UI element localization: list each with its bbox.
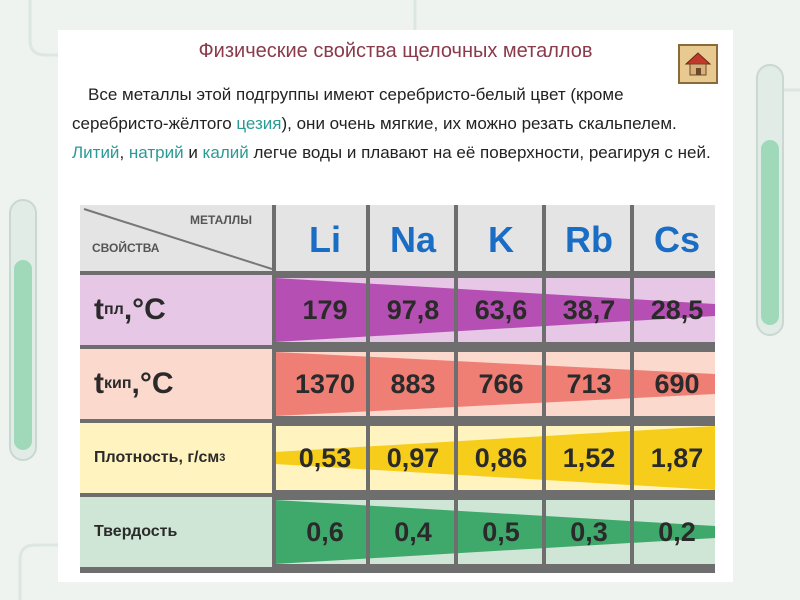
home-button[interactable] bbox=[678, 44, 718, 84]
density-label-sup: 3 bbox=[219, 452, 226, 464]
cesium-link: цезия bbox=[236, 114, 282, 133]
row-density bbox=[80, 423, 715, 493]
intro-text-2: ), они очень мягкие, их можно резать скальпелем. bbox=[281, 114, 677, 133]
density-na: 0,97 bbox=[386, 443, 440, 473]
hardness-label bbox=[80, 497, 272, 567]
density-k: 0,86 bbox=[474, 443, 528, 473]
properties-table bbox=[80, 205, 715, 573]
melting-label-unit: ,°С bbox=[123, 293, 166, 326]
melting-cs: 28,5 bbox=[650, 295, 704, 325]
boiling-label-unit: ,°С bbox=[131, 367, 174, 400]
hardness-cs: 0,2 bbox=[658, 517, 696, 547]
row-hardness bbox=[80, 497, 715, 567]
potassium-link: калий bbox=[202, 143, 249, 162]
boiling-label-t: t bbox=[94, 367, 104, 400]
intro-text-1: Все металлы этой подгруппы имеют серебристо-белый цвет (кроме серебристо-жёлтого bbox=[72, 85, 624, 133]
header-metals-label: МЕТАЛЛЫ bbox=[190, 213, 252, 227]
melting-label bbox=[80, 275, 272, 345]
melting-k: 63,6 bbox=[474, 295, 528, 325]
boiling-rb: 713 bbox=[566, 369, 612, 399]
intro-paragraph bbox=[72, 80, 722, 167]
boiling-li: 1370 bbox=[294, 369, 356, 399]
melting-na: 97,8 bbox=[386, 295, 440, 325]
boiling-label bbox=[80, 349, 272, 419]
melting-rb: 38,7 bbox=[562, 295, 616, 325]
boiling-label-sub: кип bbox=[104, 375, 132, 392]
home-icon bbox=[684, 50, 712, 78]
element-na: Na bbox=[389, 219, 437, 260]
intro-and: и bbox=[183, 143, 203, 162]
column-divider bbox=[454, 205, 458, 573]
boiling-na: 883 bbox=[390, 369, 436, 399]
melting-label-t: t bbox=[94, 293, 104, 326]
melting-li: 179 bbox=[302, 295, 348, 325]
hardness-rb: 0,3 bbox=[570, 517, 608, 547]
table-header bbox=[80, 205, 715, 271]
density-rb: 1,52 bbox=[562, 443, 616, 473]
density-label bbox=[80, 423, 272, 493]
intro-comma: , bbox=[119, 143, 129, 162]
boiling-k: 766 bbox=[478, 369, 524, 399]
row-boiling bbox=[80, 349, 715, 419]
column-divider bbox=[630, 205, 634, 573]
lithium-link: Литий bbox=[72, 143, 120, 162]
element-li: Li bbox=[309, 219, 341, 260]
density-label-text: Плотность, г/см bbox=[94, 449, 220, 466]
column-divider bbox=[542, 205, 546, 573]
density-cs: 1,87 bbox=[650, 443, 704, 473]
column-divider bbox=[272, 205, 276, 573]
boiling-cs: 690 bbox=[654, 369, 700, 399]
hardness-label-text: Твердость bbox=[94, 523, 178, 540]
header-properties-label: СВОЙСТВА bbox=[92, 241, 160, 255]
hardness-li: 0,6 bbox=[306, 517, 344, 547]
intro-text-3: легче воды и плавают на её поверхности, реагируя с ней. bbox=[248, 143, 711, 162]
element-cs: Cs bbox=[653, 219, 701, 260]
element-rb: Rb bbox=[565, 219, 613, 260]
hardness-na: 0,4 bbox=[394, 517, 432, 547]
page-title: Физические свойства щелочных металлов bbox=[198, 40, 593, 62]
density-li: 0,53 bbox=[298, 443, 352, 473]
content-sheet bbox=[58, 30, 733, 582]
sodium-link: натрий bbox=[128, 143, 184, 162]
melting-label-sub: пл bbox=[104, 301, 124, 318]
row-melting bbox=[80, 275, 715, 345]
element-k: K bbox=[488, 219, 514, 260]
column-divider bbox=[366, 205, 370, 573]
hardness-k: 0,5 bbox=[482, 517, 520, 547]
